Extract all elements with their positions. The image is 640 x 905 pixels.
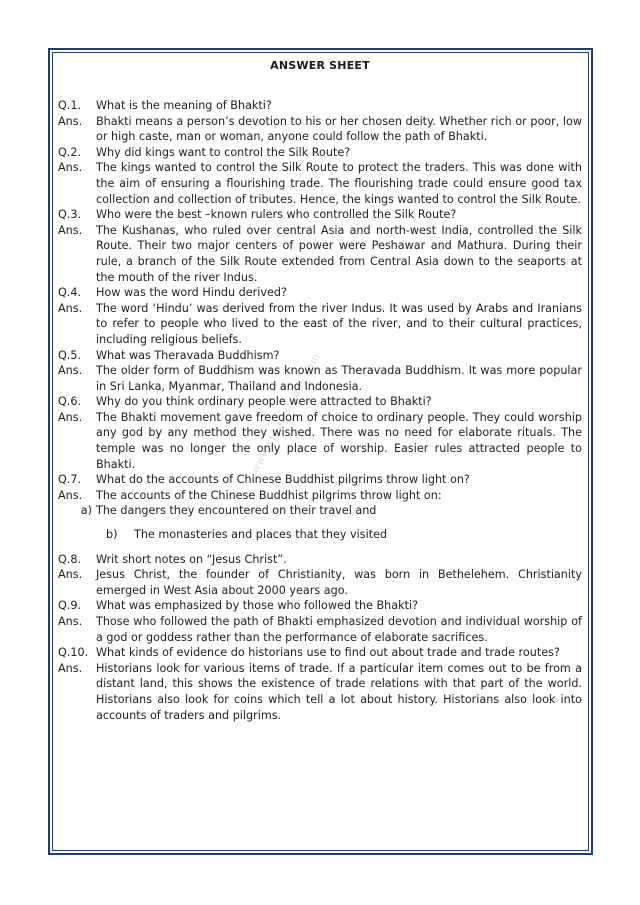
answer-label: Ans. xyxy=(58,615,83,628)
answer-row xyxy=(58,567,582,598)
answer-text: The Bhakti movement gave freedom of choice to ordinary people. They could worship any god by any method they wished. There was no need for elaborate rituals. The temple was no longer the only place of worship. Easier rules attracted people to Bhakti. xyxy=(96,410,582,471)
answer-text: The word ‘Hindu’ was derived from the river Indus. It was used by Arabs and Iranians to refer to people who lived to the east of the river, and to their cultural practices, including religious beliefs. xyxy=(96,301,582,346)
answer-label: Ans. xyxy=(58,364,83,378)
qa-list-part-2 xyxy=(58,552,582,724)
question-number: Q.8. xyxy=(58,552,82,566)
answer-row xyxy=(58,410,582,472)
question-row xyxy=(58,552,582,568)
question-row xyxy=(58,598,582,614)
question-text: What do the accounts of Chinese Buddhist pilgrims throw light on? xyxy=(96,473,470,487)
question-text: Why did kings want to control the Silk Route? xyxy=(96,145,351,159)
answer-row xyxy=(58,160,582,207)
q7-sub-item-a xyxy=(58,503,582,519)
question-number: Q.7. xyxy=(58,473,82,487)
answer-label: Ans. xyxy=(58,301,83,315)
question-number: Q.1. xyxy=(58,99,82,112)
question-text: What was emphasized by those who followed the Bhakti? xyxy=(96,599,419,613)
question-number: Q.3. xyxy=(58,208,82,222)
question-number: Q.6. xyxy=(58,395,82,409)
question-row xyxy=(58,472,582,488)
question-text: Why do you think ordinary people were attracted to Bhakti? xyxy=(96,395,432,409)
question-number: Q.4. xyxy=(58,286,82,300)
question-text: What kinds of evidence do historians use to find out about trade and trade routes? xyxy=(96,646,560,660)
answer-text: Historians look for various items of trade. If a particular item comes out to be from a distant land, this shows the existence of trade relations with that part of the world. Historians also look for coins which tell a lot about history. Historians also look into accounts of traders and pilgrims. xyxy=(96,661,582,722)
question-number: Q.5. xyxy=(58,348,82,362)
question-row xyxy=(58,394,582,410)
question-row xyxy=(58,645,582,661)
answer-label: Ans. xyxy=(58,568,83,582)
question-number: Q.2. xyxy=(58,145,82,159)
answer-label: Ans. xyxy=(58,114,83,128)
sub-item-text: The monasteries and places that they visited xyxy=(134,528,388,542)
answer-row xyxy=(58,301,582,348)
answer-text: The kings wanted to control the Silk Route to protect the traders. This was done with the aim of ensuring a flourishing trade. The flourishing trade could ensure good tax collection and collection of tributes. Hence, the kings wanted to control the Silk Route. xyxy=(96,161,582,206)
sub-item-text: The dangers they encountered on their travel and xyxy=(96,504,377,518)
answer-text: The Kushanas, who ruled over central Asia and north-west India, controlled the Silk Route. Their two major centers of power were Peshawar and Mathura. During their rule, a branch of the Silk Route extended from Central Asia down to the seaports at the mouth of the river Indus. xyxy=(96,223,582,284)
answer-label: Ans. xyxy=(58,488,83,502)
question-text: Writ short notes on “Jesus Christ”. xyxy=(96,552,287,566)
question-number: Q.9. xyxy=(58,599,82,613)
answer-text: Those who followed the path of Bhakti emphasized devotion and individual worship of a god or goddess rather than the performance of elaborate sacrifices. xyxy=(96,615,582,644)
q7-sub-item-b xyxy=(58,527,582,543)
answer-row xyxy=(58,614,582,645)
answer-text: The older form of Buddhism was known as Theravada Buddhism. It was more popular in Sri Lanka, Myanmar, Thailand and Indonesia. xyxy=(96,364,582,393)
question-number: Q.10. xyxy=(58,646,89,660)
answer-row xyxy=(58,114,582,145)
qa-list-part-1 xyxy=(58,98,582,503)
answer-label: Ans. xyxy=(58,161,83,175)
answer-label: Ans. xyxy=(58,661,83,675)
answer-sheet-content xyxy=(58,98,582,723)
question-text: Who were the best –known rulers who controlled the Silk Route? xyxy=(96,208,457,222)
question-row xyxy=(58,348,582,364)
answer-text: Jesus Christ, the founder of Christianity, was born in Bethelehem. Christianity emerged in West Asia about 2000 years ago. xyxy=(96,568,582,597)
question-row xyxy=(58,98,582,114)
question-row xyxy=(58,285,582,301)
watermark: www.studiestoday.com xyxy=(250,351,323,476)
answer-row xyxy=(58,223,582,285)
sub-item-label: b) xyxy=(106,528,118,542)
answer-text: Bhakti means a person’s devotion to his or her chosen deity. Whether rich or poor, low or high caste, man or woman, anyone could follow the path of Bhakti. xyxy=(96,114,582,144)
question-text: What is the meaning of Bhakti? xyxy=(96,99,272,112)
answer-row xyxy=(58,363,582,394)
page-title: ANSWER SHEET xyxy=(270,59,370,72)
question-text: How was the word Hindu derived? xyxy=(96,286,287,300)
answer-label: Ans. xyxy=(58,410,83,424)
answer-row xyxy=(58,488,582,504)
question-row xyxy=(58,207,582,223)
answer-text: The accounts of the Chinese Buddhist pilgrims throw light on: xyxy=(96,488,442,502)
question-row xyxy=(58,145,582,161)
answer-row xyxy=(58,661,582,723)
sub-item-label: a) xyxy=(80,504,92,518)
answer-label: Ans. xyxy=(58,223,83,237)
question-text: What was Theravada Buddhism? xyxy=(96,348,280,362)
